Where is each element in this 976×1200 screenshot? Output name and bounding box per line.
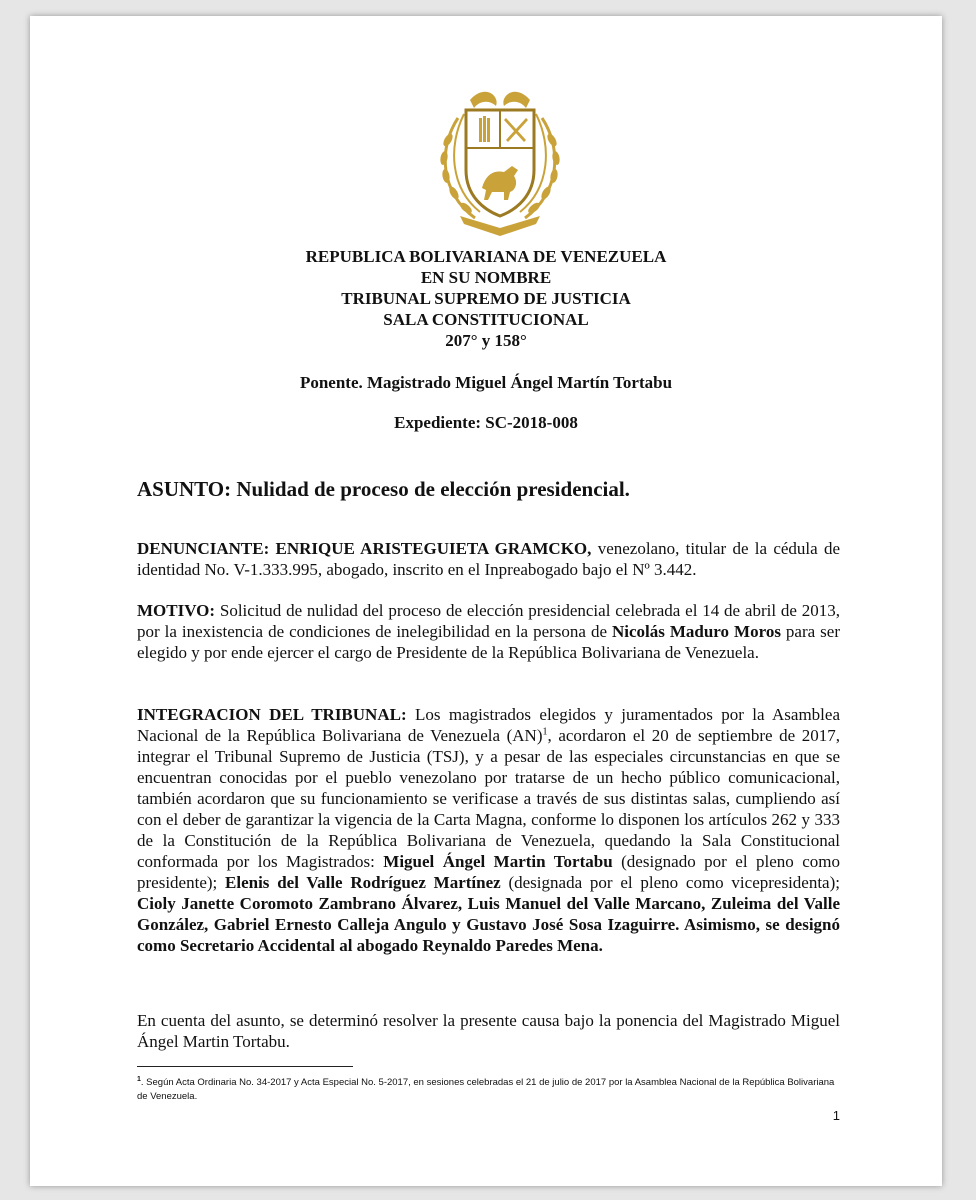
motivo-paragraph [137, 600, 840, 663]
footnote-divider [137, 1066, 353, 1067]
integracion-text-1: Los magistrados elegidos y juramentados por la Asamblea Nacional de la República Bolivariana de Venezuela (AN) [137, 705, 840, 745]
denunciante-paragraph [137, 538, 840, 580]
denunciante-text: venezolano, titular de la cédula de identidad No. V-1.333.995, abogado, inscrito en el Inpreabogado bajo el Nº 3.442. [137, 539, 840, 579]
footnote [137, 1076, 840, 1104]
integracion-text-3: (designado por el pleno como presidente); [137, 852, 841, 892]
integracion-name-3: Cioly Janette Coromoto Zambrano Álvarez, Luis Manuel del Valle Marcano, Zuleima del Valle González, Gabriel Ernesto Calleja Angulo y Gustavo José Sosa Izaguirre. Asimismo, se designó como Secretario Accidental al abogado Reynaldo Paredes Mena. [137, 894, 840, 955]
expediente-line: Expediente: SC-2018-008 [394, 413, 578, 432]
footnote-text: . Según Acta Ordinaria No. 34-2017 y Acta Especial No. 5-2017, en sesiones celebradas el 21 de julio de 2017 por la Asamblea Nacional de la República Bolivariana de Venezuela. [137, 1077, 835, 1102]
header-sala: SALA CONSTITUCIONAL [383, 310, 589, 329]
integracion-paragraph [137, 704, 840, 956]
document-page [30, 16, 942, 1186]
motivo-text-1: Solicitud de nulidad del proceso de elección presidencial celebrada el 14 de abril de 2013, por la inexistencia de condiciones de inelegibilidad en la persona de [137, 601, 840, 641]
cuenta-paragraph: En cuenta del asunto, se determinó resolver la presente causa bajo la ponencia del Magistrado Miguel Ángel Martin Tortabu. [137, 1011, 840, 1051]
integracion-name-1: Miguel Ángel Martin Tortabu [383, 852, 613, 871]
ponente-line: Ponente. Magistrado Miguel Ángel Martín Tortabu [299, 373, 673, 392]
coat-of-arms-seal-icon [430, 78, 570, 238]
header-republic: REPUBLICA BOLIVARIANA DE VENEZUELA [305, 247, 667, 266]
integracion-label: INTEGRACION DEL TRIBUNAL: [137, 705, 407, 724]
integracion-text-4: (designada por el pleno como vicepresidenta); [500, 873, 840, 892]
footnote-marker: 1 [137, 1075, 141, 1083]
document-header [30, 246, 942, 351]
motivo-name: Nicolás Maduro Moros [611, 622, 781, 641]
motivo-label: MOTIVO: [137, 601, 216, 620]
asunto-heading: ASUNTO: Nulidad de proceso de elección presidencial. [137, 477, 630, 501]
integracion-text-2: , acordaron el 20 de septiembre de 2017, integrar el Tribunal Supremo de Justicia (TSJ), y a pesar de las especiales circunstancias en que se encuentran conocidas por el pueblo venezolano por tratarse de un hecho público comunicacional, también acordaron que su funcionamiento se verificase a través de sus distintas salas, cumpliendo así con el deber de garantizar la vigencia de la Carta Magna, conforme lo disponen los artículos 262 y 333 de la Constitución de la República Bolivariana de Venezuela, quedando la Sala Constitucional conformada por los Magistrados: [137, 726, 841, 871]
footnote-reference: 1 [542, 726, 548, 738]
integracion-name-2: Elenis del Valle Rodríguez Martínez [225, 873, 501, 892]
header-years: 207° y 158° [445, 331, 527, 350]
motivo-text-2: para ser elegido y por ende ejercer el cargo de Presidente de la República Bolivariana de Venezuela. [137, 622, 840, 662]
page-number: 1 [832, 1108, 840, 1123]
header-tribunal: TRIBUNAL SUPREMO DE JUSTICIA [341, 289, 631, 308]
denunciante-label: DENUNCIANTE: ENRIQUE ARISTEGUIETA GRAMCKO, [137, 539, 592, 558]
header-en-su-nombre: EN SU NOMBRE [420, 268, 552, 287]
